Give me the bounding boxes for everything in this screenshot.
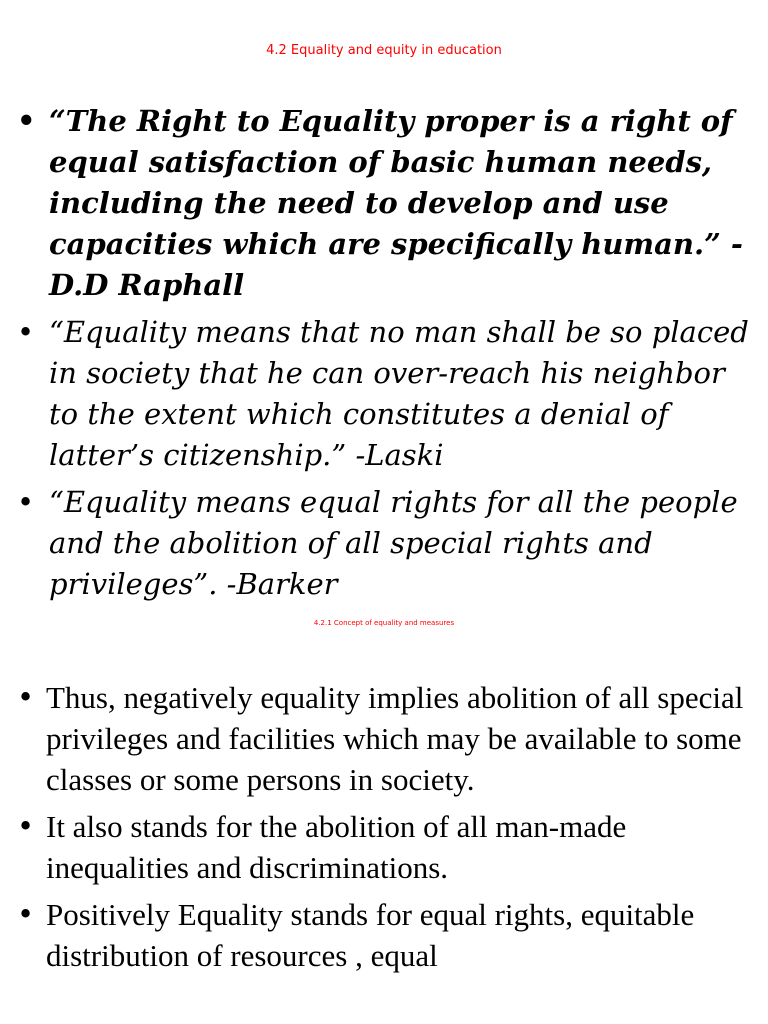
list-item	[17, 312, 761, 476]
quote-text: “The Right to Equality proper is a right of equal satisfaction of basic human needs, including the need to develop and use capacities which are specifically human.” -D.D Raphall	[49, 104, 743, 302]
bullet-icon: •	[17, 315, 35, 349]
list-item	[17, 101, 761, 306]
list-item	[17, 677, 758, 800]
bullet-icon: •	[17, 680, 35, 714]
slide-title: 4.2.1 Concept of equality and measures	[313, 619, 455, 627]
list-item	[17, 806, 758, 888]
bullet-icon: •	[17, 809, 35, 843]
bullet-icon: •	[17, 897, 35, 931]
list-item	[17, 482, 761, 605]
bullet-icon: •	[17, 485, 35, 519]
quote-text: “Equality means equal rights for all the people and the abolition of all special rights and privileges”. -Barker	[49, 485, 738, 601]
bullet-icon: •	[17, 104, 36, 138]
point-list	[17, 677, 758, 982]
point-text: It also stands for the abolition of all man-made inequalities and discriminations.	[46, 809, 627, 885]
quote-list	[17, 101, 761, 611]
point-text: Positively Equality stands for equal rights, equitable distribution of resources , equal	[46, 897, 695, 973]
list-item	[17, 894, 758, 976]
quote-text: “Equality means that no man shall be so placed in society that he can over-reach his neighbor to the extent which constitutes a denial of latter’s citizenship.” -Laski	[49, 315, 749, 472]
slide-title: 4.2 Equality and equity in education	[266, 43, 502, 58]
point-text: Thus, negatively equality implies abolition of all special privileges and facilities which may be available to some classes or some persons in society.	[46, 680, 744, 797]
